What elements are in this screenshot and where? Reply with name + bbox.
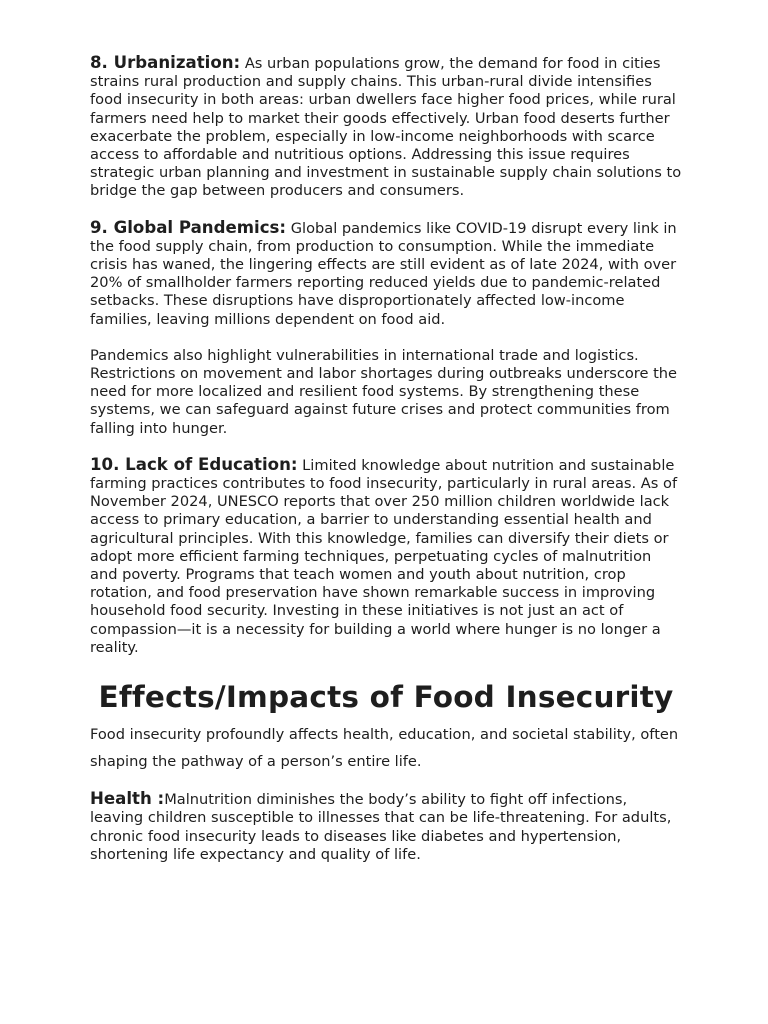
education-paragraph (90, 456, 682, 657)
pandemics-paragraph (90, 219, 682, 329)
pandemics-followup-paragraph: Pandemics also highlight vulnerabilities in international trade and logistics. Restrictions on movement and labor shortages during outbreaks underscore the need for more localized and resilient food systems. By strengthening these systems, we can safeguard against future crises and protect communities from falling into hunger. (90, 346, 678, 437)
health-body: Malnutrition diminishes the body’s ability to fight off infections, leaving children susceptible to illnesses that can be life-threatening. For adults, chronic food insecurity leads to diseases like diabetes and hypertension, shortening life expectancy and quality of life. (90, 791, 672, 863)
health-heading: Health : (90, 789, 165, 809)
effects-section-title: Effects/Impacts of Food Insecurity (98, 680, 674, 715)
effects-intro-paragraph: Food insecurity profoundly affects health, education, and societal stability, often shaping the pathway of a person’s entire life. (90, 726, 679, 771)
document-page (90, 54, 682, 864)
pandemics-body: Global pandemics like COVID-19 disrupt every link in the food supply chain, from production to consumption. While the immediate crisis has waned, the lingering effects are still evident as of late 2024, with over 20% of smallholder farmers reporting reduced yields due to pandemic-related setbacks. These disruptions have disproportionately affected low-income families, leaving millions dependent on food aid. (90, 219, 677, 328)
urbanization-body: As urban populations grow, the demand for food in cities strains rural production and supply chains. This urban-rural divide intensifies food insecurity in both areas: urban dwellers face higher food prices, while rural farmers need help to market their goods effectively. Urban food deserts further exacerbate the problem, especially in low-income neighborhoods with scarce access to affordable and nutritious options. Addressing this issue requires strategic urban planning and investment in sustainable supply chain solutions to bridge the gap between producers and consumers. (90, 55, 682, 200)
urbanization-paragraph (90, 54, 682, 201)
education-body: Limited knowledge about nutrition and sustainable farming practices contributes to food insecurity, particularly in rural areas. As of November 2024, UNESCO reports that over 250 million children worldwide lack access to primary education, a barrier to understanding essential health and agricultural principles. With this knowledge, families can diversify their diets or adopt more efficient farming techniques, perpetuating cycles of malnutrition and poverty. Programs that teach women and youth about nutrition, crop rotation, and food preservation have shown remarkable success in improving household food security. Investing in these initiatives is not just an act of compassion—it is a necessity for building a world where hunger is no longer a reality. (90, 456, 678, 656)
pandemics-heading: 9. Global Pandemics: (90, 217, 287, 237)
urbanization-heading: 8. Urbanization: (90, 53, 241, 72)
health-paragraph (90, 790, 682, 864)
education-heading: 10. Lack of Education: (90, 454, 298, 474)
